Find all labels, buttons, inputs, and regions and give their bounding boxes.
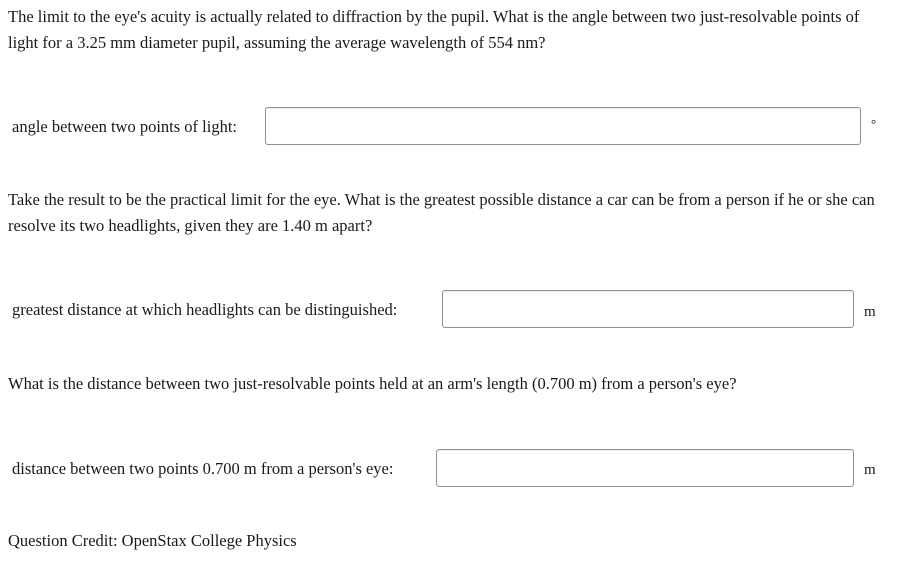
headlight-distance-input[interactable]: [442, 290, 854, 328]
question-1-prompt: The limit to the eye's acuity is actually related to diffraction by the pupil. What is the angle between two just-resolvable points of light for a 3.25 mm diameter pupil, assuming the average wavelength of 554 nm?: [8, 7, 860, 52]
answer-label-angle: angle between two points of light:: [12, 117, 237, 136]
question-3-prompt: What is the distance between two just-resolvable points held at an arm's length (0.700 m) from a person's eye?: [8, 374, 737, 393]
answer-label-arm-length: distance between two points 0.700 m from a person's eye:: [12, 459, 394, 478]
answer-row-2: [8, 300, 397, 320]
answer-row-3: [8, 459, 393, 479]
meter-unit-1: m: [864, 304, 876, 320]
angle-input[interactable]: [265, 107, 861, 145]
answer-row-1: [8, 117, 237, 137]
meter-unit-2: m: [864, 462, 876, 478]
answer-label-distance: greatest distance at which headlights can be distinguished:: [12, 300, 398, 319]
question-credit: Question Credit: OpenStax College Physics: [8, 531, 297, 550]
arm-length-distance-input[interactable]: [436, 449, 854, 487]
degree-unit: °: [871, 116, 877, 131]
question-2-prompt: Take the result to be the practical limit for the eye. What is the greatest possible distance a car can be from a person if he or she can resolve its two headlights, given they are 1.40 m apart?: [8, 190, 875, 235]
